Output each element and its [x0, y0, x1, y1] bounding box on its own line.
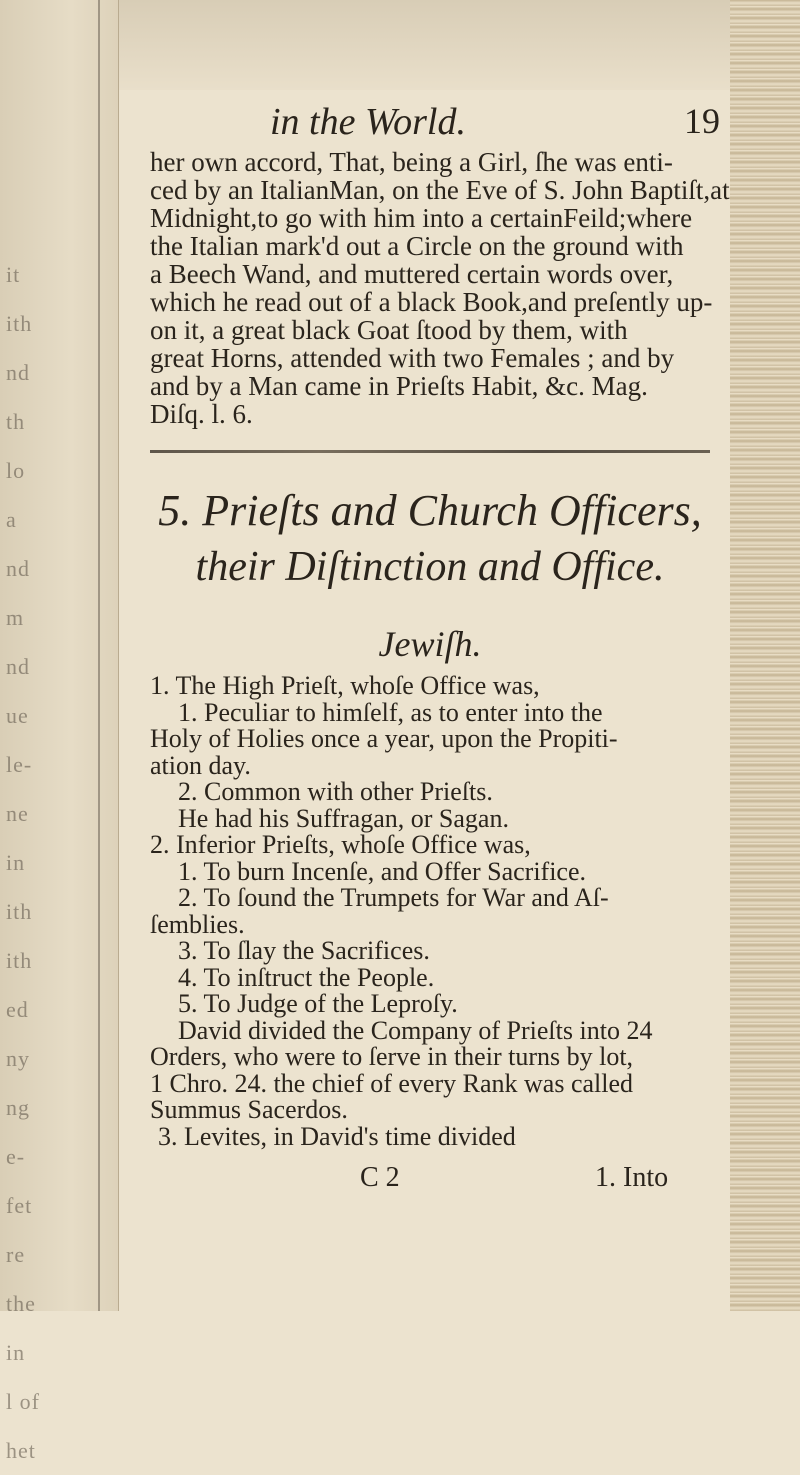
section-heading-line-2: their Diſtinction and Office.	[195, 544, 665, 590]
section-heading-line-1: 5. Prieſts and Church Officers,	[158, 486, 702, 535]
margin-fragment: lo	[6, 458, 26, 483]
facing-page-edge	[0, 0, 119, 1463]
text-line: 2. To ſound the Trumpets for War and Aſ-	[178, 883, 609, 912]
running-header	[150, 100, 720, 148]
margin-fragment: ng	[6, 1095, 30, 1120]
margin-fragment: le-	[6, 752, 33, 777]
margin-fragment: nd	[6, 360, 30, 385]
margin-fragment: re	[6, 1242, 26, 1267]
page-number: 19	[684, 101, 720, 141]
margin-fragment: fet	[6, 1193, 33, 1218]
signature-mark: C 2	[360, 1162, 400, 1193]
margin-fragment: ny	[6, 1046, 30, 1071]
text-line: 4. To inſtruct the People.	[178, 962, 435, 992]
intro-paragraph	[150, 147, 730, 429]
text-line: 3. To ſlay the Sacrifices.	[178, 936, 430, 965]
text-line: David divided the Company of Prieſts into 24	[178, 1015, 653, 1045]
margin-fragment: ith	[6, 948, 33, 973]
text-line: great Horns, attended with two Females ; and by	[150, 343, 675, 373]
margin-fragment: it	[6, 262, 21, 287]
subheading: Jewiſh.	[378, 624, 482, 664]
text-line: Midnight,to go with him into a certainFeild;where	[150, 203, 693, 233]
text-line: Summus Sacerdos.	[150, 1095, 348, 1124]
book-page	[150, 100, 730, 1202]
text-line: a Beech Wand, and muttered certain words over,	[150, 259, 674, 289]
margin-fragment: ith	[6, 899, 33, 924]
text-line: He had his Suffragan, or Sagan.	[178, 803, 509, 833]
text-line: which he read out of a black Book,and preſently up-	[150, 287, 713, 317]
margin-fragment: het	[6, 1438, 36, 1463]
text-line: and by a Man came in Prieſts Habit, &c. Mag.	[150, 371, 648, 401]
body-text	[150, 673, 710, 1150]
text-line: 1. To burn Incenſe, and Offer Sacrifice.	[178, 856, 587, 886]
text-line: Holy of Holies once a year, upon the Propiti-	[150, 724, 618, 753]
text-line: 2. Inferior Prieſts, whoſe Office was,	[150, 830, 531, 859]
text-line: her own accord, That, being a Girl, ſhe was enti-	[150, 147, 673, 177]
text-line: 3. Levites, in David's time divided	[158, 1121, 516, 1151]
margin-fragment: nd	[6, 654, 30, 679]
margin-fragment: nd	[6, 556, 30, 581]
margin-fragment: in	[6, 1340, 26, 1365]
margin-fragment: in	[6, 850, 26, 875]
text-line: Orders, who were to ſerve in their turns by lot,	[150, 1042, 634, 1071]
text-line: the Italian mark'd out a Circle on the ground with	[150, 231, 684, 261]
page-stack-edge	[730, 0, 800, 1311]
text-line: 5. To Judge of the Leproſy.	[178, 989, 458, 1018]
text-line: ation day.	[150, 750, 251, 780]
margin-fragment: ed	[6, 997, 29, 1022]
text-line: 1 Chro. 24. the chief of every Rank was called	[150, 1068, 634, 1098]
text-line: ſemblies.	[150, 909, 245, 939]
text-line: ced by an ItalianMan, on the Eve of S. John Baptiſt,at	[150, 175, 730, 205]
text-line: 2. Common with other Prieſts.	[178, 777, 493, 806]
catchword: 1. Into	[595, 1162, 669, 1193]
section-divider-rule	[150, 450, 710, 453]
margin-fragment: e-	[6, 1144, 26, 1169]
running-title: in the World.	[270, 101, 466, 143]
text-line: 1. Peculiar to himſelf, as to enter into the	[178, 697, 603, 727]
margin-fragment: ne	[6, 801, 29, 826]
margin-fragment: th	[6, 409, 26, 434]
margin-fragment: ue	[6, 703, 29, 728]
margin-fragment: m	[6, 605, 25, 630]
section-heading	[150, 483, 710, 595]
page-top-shadow	[118, 0, 730, 90]
text-line: on it, a great black Goat ſtood by them, with	[150, 315, 628, 345]
text-line: Diſq. l. 6.	[150, 399, 253, 429]
margin-fragment: a	[6, 507, 17, 532]
page-footer	[150, 1162, 710, 1202]
margin-fragment: the	[6, 1291, 36, 1316]
facing-page-text-fragments	[6, 250, 66, 1475]
text-line: 1. The High Prieſt, whoſe Office was,	[150, 671, 540, 700]
margin-fragment: l of	[6, 1389, 40, 1414]
binding-line	[98, 0, 100, 1311]
margin-fragment: ith	[6, 311, 33, 336]
